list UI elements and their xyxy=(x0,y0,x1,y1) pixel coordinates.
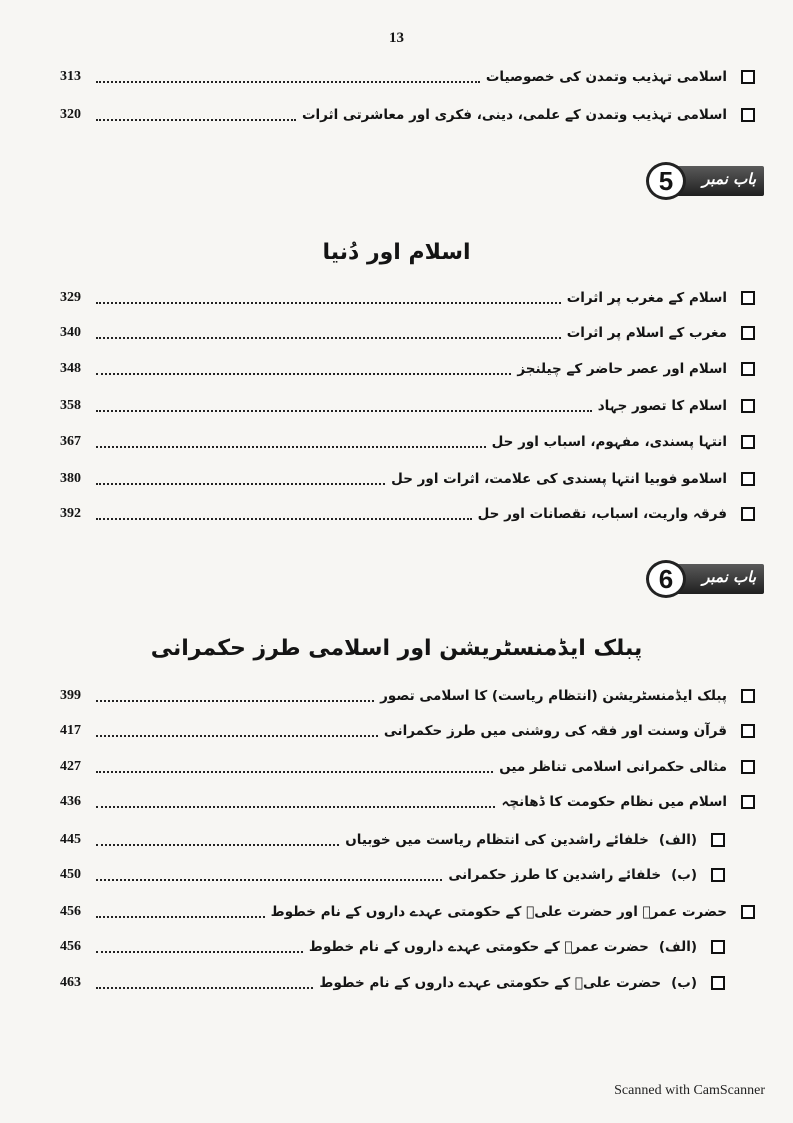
dot-leader xyxy=(96,916,265,918)
toc-entry xyxy=(60,102,755,128)
dot-leader xyxy=(96,483,385,485)
chapter-label: باب نمبر xyxy=(702,170,756,188)
entry-title: فرقہ واریت، اسباب، نقصانات اور حل xyxy=(477,506,727,522)
toc-entry xyxy=(60,899,755,925)
entry-title: اسلامی تہذیب وتمدن کے علمی، دینی، فکری اور معاشرتی اثرات xyxy=(301,107,727,123)
chapter-number: 5 xyxy=(646,162,686,200)
dot-leader xyxy=(96,446,486,448)
entry-title: انتہا پسندی، مفہوم، اسباب اور حل xyxy=(491,434,727,450)
toc-entry xyxy=(60,718,755,744)
checkbox-bullet-icon xyxy=(741,435,755,449)
checkbox-bullet-icon xyxy=(741,689,755,703)
checkbox-bullet-icon xyxy=(711,976,725,990)
checkbox-bullet-icon xyxy=(741,399,755,413)
toc-subentry xyxy=(60,827,725,853)
toc-entry xyxy=(60,64,755,90)
toc-entry xyxy=(60,285,755,311)
entry-page: 313 xyxy=(60,69,81,84)
entry-title: قرآن وسنت اور فقہ کی روشنی میں طرز حکمرانی xyxy=(383,723,727,739)
entry-title: حضرت عمرؓ کے حکومتی عہدے داروں کے نام خطوط xyxy=(308,939,649,955)
entry-title: اسلام اور عصر حاضر کے چیلنجز xyxy=(517,361,727,377)
checkbox-bullet-icon xyxy=(741,291,755,305)
entry-page: 456 xyxy=(60,939,81,954)
entry-page: 450 xyxy=(60,867,81,882)
scanner-watermark: Scanned with CamScanner xyxy=(614,1083,765,1098)
checkbox-bullet-icon xyxy=(711,833,725,847)
toc-subentry xyxy=(60,934,725,960)
checkbox-bullet-icon xyxy=(741,70,755,84)
dot-leader xyxy=(96,410,592,412)
dot-leader xyxy=(96,844,339,846)
dot-leader xyxy=(96,879,442,881)
dot-leader xyxy=(96,735,378,737)
entry-page: 358 xyxy=(60,398,81,413)
checkbox-bullet-icon xyxy=(741,905,755,919)
toc-entry xyxy=(60,501,755,527)
entry-title: حضرت علیؓ کے حکومتی عہدے داروں کے نام خطوط xyxy=(319,975,662,991)
entry-page: 427 xyxy=(60,759,81,774)
dot-leader xyxy=(96,951,303,953)
toc-subentry xyxy=(60,862,725,888)
toc-entry xyxy=(60,466,755,492)
entry-title: اسلام کے مغرب پر اثرات xyxy=(566,290,727,306)
chapter-label-bar xyxy=(676,166,764,196)
entry-page: 417 xyxy=(60,723,81,738)
entry-page: 399 xyxy=(60,688,81,703)
checkbox-bullet-icon xyxy=(741,362,755,376)
toc-entry xyxy=(60,789,755,815)
entry-page: 340 xyxy=(60,325,81,340)
toc-entry xyxy=(60,683,755,709)
toc-entry xyxy=(60,393,755,419)
dot-leader xyxy=(96,700,374,702)
checkbox-bullet-icon xyxy=(741,760,755,774)
checkbox-bullet-icon xyxy=(741,724,755,738)
checkbox-bullet-icon xyxy=(741,108,755,122)
entry-page: 329 xyxy=(60,290,81,305)
dot-leader xyxy=(96,518,472,520)
chapter-number: 6 xyxy=(646,560,686,598)
checkbox-bullet-icon xyxy=(711,940,725,954)
entry-page: 367 xyxy=(60,434,81,449)
entry-title: خلفائے راشدین کی انتظام ریاست میں خوبیاں xyxy=(345,832,649,848)
dot-leader xyxy=(96,337,561,339)
entry-title: اسلام کا تصور جہاد xyxy=(597,398,727,414)
entry-title: اسلامو فوبیا انتہا پسندی کی علامت، اثرات اور حل xyxy=(391,471,727,487)
entry-title: اسلام میں نظام حکومت کا ڈھانچہ xyxy=(501,794,727,810)
entry-page: 392 xyxy=(60,506,81,521)
entry-title: مغرب کے اسلام پر اثرات xyxy=(566,325,727,341)
entry-page: 456 xyxy=(60,904,81,919)
checkbox-bullet-icon xyxy=(741,472,755,486)
dot-leader xyxy=(96,373,511,375)
dot-leader xyxy=(96,771,493,773)
chapter-6-title: پبلک ایڈمنسٹریشن اور اسلامی طرز حکمرانی xyxy=(150,636,643,661)
dot-leader xyxy=(96,119,296,121)
entry-title: اسلامی تہذیب وتمدن کی خصوصیات xyxy=(485,69,727,85)
chapter-5-badge xyxy=(636,158,766,204)
entry-page: 463 xyxy=(60,975,81,990)
entry-page: 436 xyxy=(60,794,81,809)
chapter-5-title: اسلام اور دُنیا xyxy=(322,240,471,265)
dot-leader xyxy=(96,987,313,989)
dot-leader xyxy=(96,806,495,808)
checkbox-bullet-icon xyxy=(711,868,725,882)
entry-page: 445 xyxy=(60,832,81,847)
toc-subentry xyxy=(60,970,725,996)
page-number: 13 xyxy=(389,30,404,46)
entry-title: خلفائے راشدین کا طرز حکمرانی xyxy=(448,867,662,883)
entry-page: 380 xyxy=(60,471,81,486)
chapter-label-bar xyxy=(676,564,764,594)
toc-entry xyxy=(60,356,755,382)
entry-label: (الف) xyxy=(658,832,697,848)
entry-label: (الف) xyxy=(658,939,697,955)
entry-label: (ب) xyxy=(671,867,697,883)
entry-page: 320 xyxy=(60,107,81,122)
entry-page: 348 xyxy=(60,361,81,376)
dot-leader xyxy=(96,81,480,83)
chapter-6-badge xyxy=(636,556,766,602)
toc-entry xyxy=(60,320,755,346)
entry-label: (ب) xyxy=(671,975,697,991)
chapter-label: باب نمبر xyxy=(702,568,756,586)
toc-entry xyxy=(60,754,755,780)
entry-title: حضرت عمرؓ اور حضرت علیؓ کے حکومتی عہدے داروں کے نام خطوط xyxy=(270,904,727,920)
checkbox-bullet-icon xyxy=(741,326,755,340)
entry-title: مثالی حکمرانی اسلامی تناظر میں xyxy=(499,759,727,775)
entry-title: پبلک ایڈمنسٹریشن (انتظام ریاست) کا اسلامی تصور xyxy=(380,688,727,704)
toc-entry xyxy=(60,429,755,455)
checkbox-bullet-icon xyxy=(741,795,755,809)
checkbox-bullet-icon xyxy=(741,507,755,521)
dot-leader xyxy=(96,302,561,304)
